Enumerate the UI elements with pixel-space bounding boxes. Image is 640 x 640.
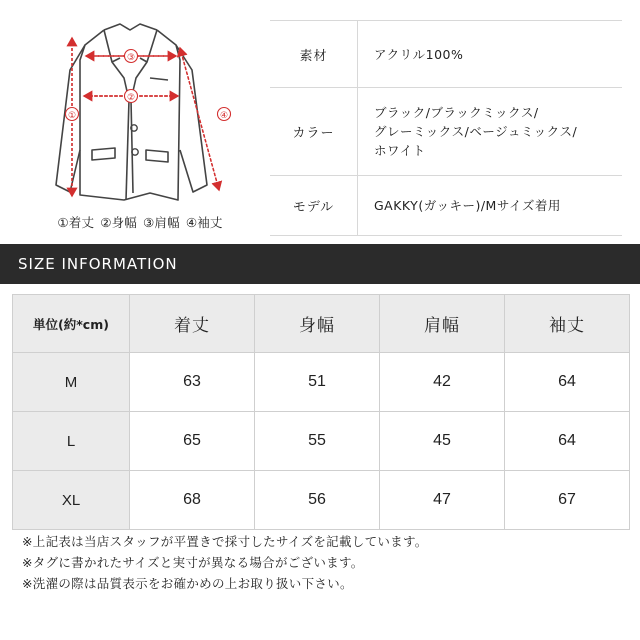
table-cell: 47 xyxy=(380,471,505,530)
spec-row-model xyxy=(270,176,622,236)
spec-value-color: ブラック/ブラックミックス/ グレーミックス/ベージュミックス/ ホワイト xyxy=(374,105,578,158)
table-cell: 65 xyxy=(130,412,255,471)
spec-key-material: 素材 xyxy=(270,21,358,87)
spec-table xyxy=(270,20,622,236)
size-label-m: M xyxy=(13,353,130,412)
table-cell: 64 xyxy=(505,412,630,471)
spec-value-material: アクリル100% xyxy=(374,46,464,62)
col-header-shoulder: 肩幅 xyxy=(380,295,505,353)
size-label-l: L xyxy=(13,412,130,471)
jacket-illustration xyxy=(0,0,270,215)
spec-row-color xyxy=(270,88,622,176)
marker-sleeve: ④ xyxy=(219,111,229,121)
legend-shoulder: ③肩幅 xyxy=(143,215,180,230)
table-cell: 64 xyxy=(505,353,630,412)
table-cell: 63 xyxy=(130,353,255,412)
measurement-diagram xyxy=(0,0,270,240)
banner-title: SIZE INFORMATION xyxy=(18,255,178,273)
unit-label: 単位(約*cm) xyxy=(13,295,130,353)
size-table xyxy=(12,294,630,530)
spec-row-material xyxy=(270,20,622,88)
col-header-chest: 身幅 xyxy=(255,295,380,353)
table-row xyxy=(13,412,630,471)
spec-key-model: モデル xyxy=(270,176,358,235)
note-tag-difference: ※タグに書かれたサイズと実寸が異なる場合がございます。 xyxy=(22,555,364,570)
table-cell: 68 xyxy=(130,471,255,530)
note-measurement: ※上記表は当店スタッフが平置きで採寸したサイズを記載しています。 xyxy=(22,534,428,549)
notes xyxy=(22,531,622,594)
table-cell: 45 xyxy=(380,412,505,471)
table-cell: 55 xyxy=(255,412,380,471)
spec-value-model: GAKKY(ガッキー)/Mサイズ着用 xyxy=(374,198,561,213)
size-label-xl: XL xyxy=(13,471,130,530)
table-cell: 42 xyxy=(380,353,505,412)
note-washing: ※洗濯の際は品質表示をお確かめの上お取り扱い下さい。 xyxy=(22,576,353,591)
table-cell: 56 xyxy=(255,471,380,530)
col-header-sleeve: 袖丈 xyxy=(505,295,630,353)
table-row xyxy=(13,353,630,412)
table-cell: 67 xyxy=(505,471,630,530)
spec-key-color: カラー xyxy=(270,88,358,175)
marker-length: ① xyxy=(67,111,77,121)
legend-chest: ②身幅 xyxy=(100,215,137,230)
legend-length: ①着丈 xyxy=(57,215,95,230)
table-cell: 51 xyxy=(255,353,380,412)
measurement-legend xyxy=(20,213,260,231)
size-table-header xyxy=(13,295,630,353)
marker-shoulder: ③ xyxy=(126,53,136,63)
marker-chest: ② xyxy=(126,93,136,103)
col-header-length: 着丈 xyxy=(130,295,255,353)
legend-sleeve: ④袖丈 xyxy=(185,215,223,230)
table-row xyxy=(13,471,630,530)
size-info-banner xyxy=(0,244,640,284)
